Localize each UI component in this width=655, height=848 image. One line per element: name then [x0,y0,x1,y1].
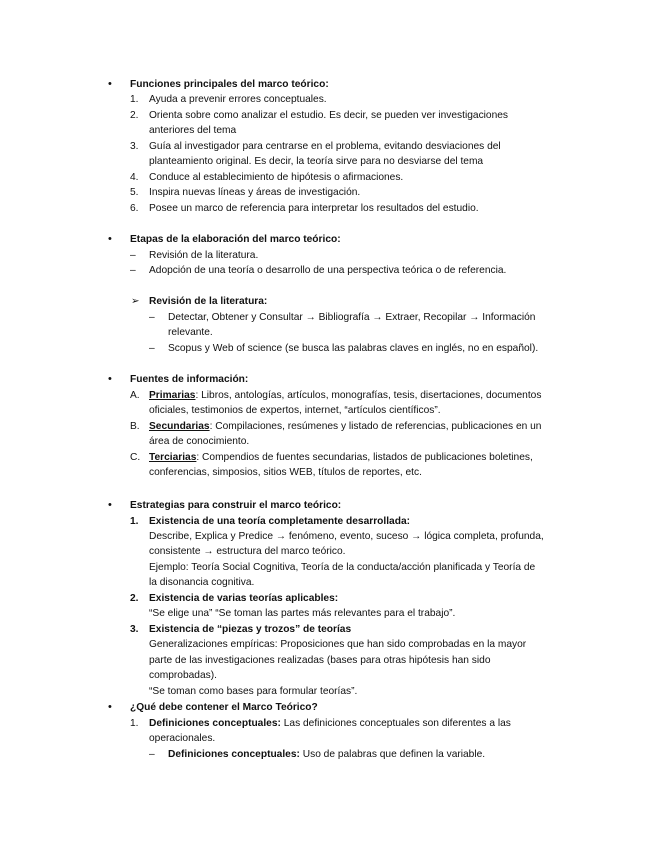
strategy-text: “Se toman como bases para formular teorías”. [149,686,358,697]
list-item [149,451,533,465]
list-number: 3. [130,141,139,152]
list-item [149,717,511,731]
strategy-text: la disonancia cognitiva. [149,577,255,588]
list-letter: C. [130,452,141,463]
list-number: 1. [130,516,139,527]
list-letter: B. [130,421,140,432]
strategy-text: Generalizaciones empíricas: Proposiciones que han sido comprobadas en la mayor [149,639,527,650]
list-item-continuation: relevante. [168,327,213,338]
term-text: : Libros, antologías, artículos, monografías, tesis, disertaciones, documentos [195,390,542,401]
term-label: Definiciones conceptuales: [168,749,300,760]
bullet-icon: • [108,233,112,245]
list-number: 3. [130,624,139,635]
term-label: Secundarias [149,421,210,432]
strategy-title: Existencia de una teoría completamente desarrollada: [149,516,411,527]
bullet-icon: • [108,78,112,90]
list-item-continuation: área de conocimiento. [149,436,250,447]
list-number: 5. [130,187,139,198]
strategy-title: Existencia de varias teorías aplicables: [149,593,339,604]
list-item-continuation: conferencias, simposios, sitios WEB, títulos de reportes, etc. [149,467,422,478]
bullet-icon: • [108,499,112,511]
list-item: Conduce al establecimiento de hipótesis o afirmaciones. [149,172,404,183]
list-item-continuation: oficiales, testimonios de expertos, internet, “artículos científicos”. [149,405,441,416]
dash-icon: – [149,749,155,760]
list-item-continuation: anteriores del tema [149,125,237,136]
strategy-title: Existencia de “piezas y trozos” de teorías [149,624,352,635]
strategy-text: parte de las investigaciones realizadas (bases para otras hipótesis han sido [149,655,491,666]
dash-icon: – [130,265,136,276]
list-item: Scopus y Web of science (se busca las palabras claves en inglés, no en español). [168,343,539,354]
dash-icon: – [130,250,136,261]
list-item: Inspira nuevas líneas y áreas de investigación. [149,187,361,198]
strategy-text: “Se elige una” “Se toman las partes más relevantes para el trabajo”. [149,608,456,619]
strategy-text: Describe, Explica y Predice → fenómeno, evento, suceso → lógica completa, profunda, [149,531,544,542]
list-number: 2. [130,110,139,121]
list-number: 2. [130,593,139,604]
list-item: Orienta sobre como analizar el estudio. Es decir, se pueden ver investigaciones [149,110,509,121]
stages-sub-heading: Revisión de la literatura: [149,296,268,307]
list-item: Ayuda a prevenir errores conceptuales. [149,94,327,105]
list-item [149,420,541,434]
list-item [168,748,485,762]
list-number: 6. [130,203,139,214]
contents-heading: ¿Qué debe contener el Marco Teórico? [130,702,318,713]
bullet-icon: • [108,701,112,713]
list-item-continuation: operacionales. [149,733,216,744]
strategy-text: consistente → estructura del marco teórico. [149,546,346,557]
strategy-text: Ejemplo: Teoría Social Cognitiva, Teoría de la conducta/acción planificada y Teoría de [149,562,536,573]
list-item: Revisión de la literatura. [149,250,259,261]
term-label: Primarias [149,390,196,401]
list-number: 1. [130,718,139,729]
dash-icon: – [149,343,155,354]
term-label: Terciarias [149,452,197,463]
list-number: 4. [130,172,139,183]
sources-heading: Fuentes de información: [130,374,249,385]
term-label: Definiciones conceptuales: [149,718,281,729]
list-number: 1. [130,94,139,105]
term-text: : Compendios de fuentes secundarias, listados de publicaciones boletines, [196,452,533,463]
term-text: : Compilaciones, resúmenes y listado de referencias, publicaciones en un [209,421,542,432]
list-item: Guía al investigador para centrarse en el problema, evitando desviaciones del [149,141,501,152]
list-item: Adopción de una teoría o desarrollo de una perspectiva teórica o de referencia. [149,265,507,276]
list-item: Detectar, Obtener y Consultar → Bibliografía → Extraer, Recopilar → Información [168,312,536,323]
dash-icon: – [149,312,155,323]
list-item-continuation: planteamiento original. Es decir, la teoría sirve para no desviarse del tema [149,156,484,167]
functions-heading: Funciones principales del marco teórico: [130,79,329,90]
term-text: Uso de palabras que definen la variable. [299,749,486,760]
arrow-bullet-icon: ➢ [131,296,140,307]
list-letter: A. [130,390,140,401]
term-text: Las definiciones conceptuales son diferentes a las [280,718,511,729]
bullet-icon: • [108,373,112,385]
strategies-heading: Estrategias para construir el marco teórico: [130,500,342,511]
list-item: Posee un marco de referencia para interpretar los resultados del estudio. [149,203,479,214]
list-item [149,389,541,403]
strategy-text: comprobadas). [149,670,217,681]
stages-heading: Etapas de la elaboración del marco teórico: [130,234,341,245]
